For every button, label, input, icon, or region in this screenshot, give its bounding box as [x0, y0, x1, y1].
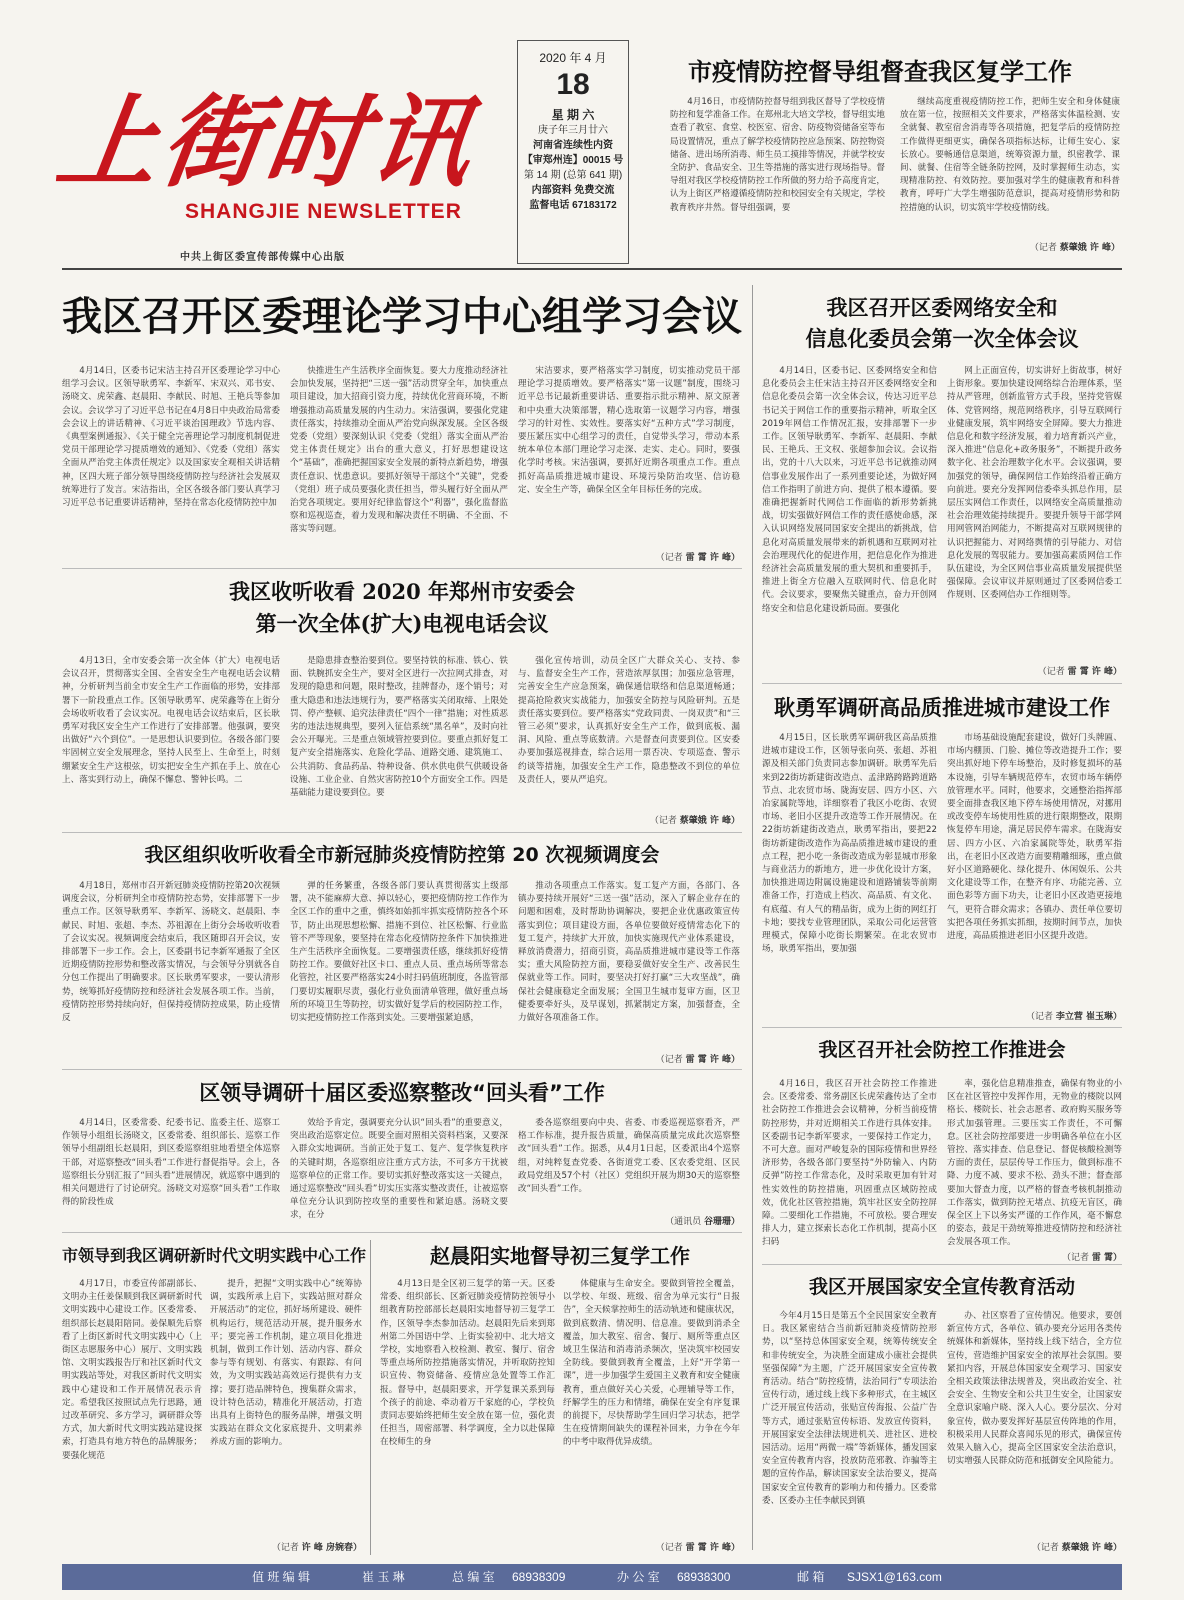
article-title: 耿勇军调研高品质推进城市建设工作 [774, 696, 1110, 720]
article-body: 继续高度重视疫情防控工作，把师生安全和身体健康放在第一位，按照相关文件要求，严格落实体温检测、安全就餐、教室宿舍消毒等各项措施，把复学后的疫情防控工作做得更细更实，确保各项指标达标，让师生安心、家长放心。要畅通信息渠道，统筹资源力量，织密教学、课间、就餐、住宿等全链条防控网，及时掌握师生动态，实现精准防控、有效防控。要加强对学生的健康教育和科普教育，呼吁广大学生增强防范意识，提高对疫情形势和防控措施的认识，切实筑牢学校疫情防线。 [900, 97, 1120, 213]
footer-editor-in-chief-label: 总 编 室 [452, 1570, 495, 1584]
article-body: 4月17日，市委宣传部副部长、文明办主任姜保顺到我区调研新时代文明实践中心建设工作。区委常委、组织部长赵晨阳陪同。姜保顺先后察看了上街区新时代文明实践中心（上街区志愿服务中心）展厅、文明实践馆、文明实践报告厅和社区新时代文明实践站等处，对我区新时代文明实践中心建设和工作开展情况表示肯定。希望我区按照试点先行思路，通过改革研究、多方学习，调研群众等方式，加大新时代文明实践站建设探索，打造具有地方特色的品牌服务；要强化规范 [62, 1279, 202, 1461]
masthead-rule [62, 268, 1122, 270]
article-body: 4月18日，郑州市召开新冠肺炎疫情防控第20次视频调度会议，分析研判全市疫情防控态势，安排部署下一步重点工作。区领导耿勇军、李新军、汤晓文、赵晨阳、李献民、时旭、张超、李杰、苏祖源在上街分会场收听收看了会议实况。视频调度会结束后，我区随即召开会议，安排部署下一步工作。会上，区委副书记李新军通报了全区近期疫情防控形势和整改落实情况，与会领导分别就各自分包工作提出了明确要求。区长耿勇军要求，一要认清形势，统筹抓好疫情防控和经济社会发展各项工作。当前，疫情防控形势持续向好，但保持疫情防控成果，防止疫情反 [62, 881, 280, 1024]
section-divider [62, 568, 742, 569]
article-body: 推动各项重点工作落实。复工复产方面，各部门、各镇办要持续开展好“三送一强”活动，深入了解企业存在的问题和困难，及时帮助协调解决，要把企业优惠政策宣传落实到位；项目建设方面，各单位要做好疫情常态化下的复工复产，持续扩大开放，加快实施现代产业体系建设，释放消费潜力，招商引资，高品质推进城市建设等工作落实；重大风险防控方面，要稳妥做好安全生产、改善民生保就业等工作。同时，要坚决打好打赢“三大攻坚战”，确保社会健康稳定全面发展；全国卫生城市复审方面，区卫健委要牵好头，及早谋划，抓紧制定方案，加强督查，全力做好各项准备工作。 [518, 881, 740, 1024]
footer-office-phone: 68938300 [677, 1570, 731, 1584]
article-body: 宋洁要求，要严格落实学习制度，切实推动党员干部理论学习提质增效。要严格落实“第一议题”制度，围绕习近平总书记最新重要讲话、重要指示批示精神、原文原著和中央重大决策部署，精心选取第一议题学习内容，增强学习的针对性、实效性。要落实好“五种方式”学习制度，要压紧压实中心组学习的责任，自觉带头学习，带动本系统本单位本部门理论学习走深、走实、走心。同时，要强化学时考核。宋洁强调，要抓好近期各项重点工作。重点抓好高品质推进城市建设、环境污染防治攻坚、信访稳定、安全生产等，确保全区全年目标任务的完成。 [518, 366, 740, 495]
article-byline: （通讯员 谷珊珊） [665, 1217, 740, 1227]
article-body: 4月13日，全市安委会第一次全体（扩大）电视电话会议召开，贯彻落实全国、全省安全生产电视电话会议精神，分析研判当前全市安全生产工作面临的形势，安排部署下一阶段重点工作。区领导耿勇军、虎荣鑫等在上街分会场收听收看了会议实况。电视电话会议结束后，区长耿勇军对我区安全生产工作进行了安排部署。他强调，要突出做好“六个到位”。一是思想认识要到位。各级各部门要牢固树立安全发展理念，坚持人民至上、生命至上，时刻绷紧安全生产这根弦，切实把安全生产抓在手上、放在心上、落实到行动上，确保不懈怠、警钟长鸣。二 [62, 656, 280, 785]
article-title: 我区召开社会防控工作推进会 [818, 1039, 1066, 1061]
article-title: 区领导调研十届区委巡察整改“回头看”工作 [199, 1081, 605, 1105]
footer-duty-editor: 崔 玉 琳 [362, 1570, 405, 1584]
article-body: 快推进生产生活秩序全面恢复。要大力度推动经济社会加快发展，坚持把“三送一强”活动贯穿全年，加快重点项目建设，加大招商引资力度，持续优化营商环境，不断增强推动高质量发展的内生动力。宋洁强调，要强化党建责任落实，持续推动全面从严治党向纵深发展。全区各级党委（党组）要深刻认识《党委（党组）落实全面从严治党主体责任规定》出台的重大意义，打好思想建设这个“基础”，准确把握国家安全发展的新特点新趋势，增强责任意识、忧患意识。要抓好领导干部这个“关键”，党委（党组）班子成员要强化责任担当，带头履行好全面从严治党各项规定。要用好纪律监督这个“利器”，强化监督监察和巡视巡查，着力发现和解决责任不明确、不全面、不落实等问题。 [290, 366, 508, 535]
date-weekday: 星 期 六 [551, 108, 595, 122]
section-divider [762, 1027, 1122, 1028]
article-body: 4月14日，区委常委、纪委书记、监委主任、巡察工作领导小组组长汤晓文，区委常委、组织部长、巡察工作领导小组副组长赵晨阳，到区委巡察组驻地看望全体巡察干部，对巡察整改“回头看”工作进行督促指导。会上，各巡察组长分别汇报了“回头看”进展情况，就巡察中遇到的相关问题进行了讨论研究。汤晓文对巡察“回头看”工作取得的阶段性成 [62, 1118, 280, 1208]
date-box [517, 40, 629, 264]
article-byline: （记者 雷 霄 许 峰） [655, 1055, 740, 1065]
article-byline: （记者 许 峰 房婉春） [271, 1543, 362, 1553]
article-byline: （记者 蔡肇娥 许 峰） [1031, 1543, 1122, 1553]
article-body: 4月14日，区委书记、区委网络安全和信息化委员会主任宋洁主持召开区委网络安全和信息化委员会第一次全体会议，传达习近平总书记关于网信工作的重要指示精神，听取全区2019年网信工作情况汇报，安排部署下一步工作。区领导耿勇军、李新军、赵晨阳、李献民、王艳兵、王文权、张超参加会议。会议指出，党的十八大以来，习近平总书记就推动网信事业发展作出了一系列重要论述，为做好网信工作指明了前进方向、提供了根本遵循。要准确把握新时代网信工作面临的新形势新挑战，切实强做好网信工作的责任感使命感，深入认识网络发展同国家安全提出的新挑战，信息化对高质量发展带来的新机遇和互联网对社会治理现代化的促进作用，把信息化作为推进经济社会高质量发展的重大契机和重要抓手，推进上街全方位融入互联网时代、信息化时代。会议要求，要聚焦关键重点，奋力开创网络安全和信息化建设新局面。要强化 [762, 366, 937, 614]
article-title: 我区召开区委网络安全和 信息化委员会第一次全体会议 [805, 296, 1079, 351]
section-divider [762, 683, 1122, 684]
column-divider [752, 285, 753, 1550]
article-body: 4月15日，区长耿勇军调研我区高品质推进城市建设工作，区领导张向英、张超、苏祖源及相关部门负责同志参加调研。耿勇军先后来到22街坊新建街改造点、孟津路跨路跨道路节点、北农贸市场、陇海安居、四方小区、六冶家属院等地，详细察看了我区小吃街、农贸市场、老旧小区提升改造等工作开展情况。在22街坊新建街改造点，耿勇军指出，要把22街坊新建街改造作为高品质推进城市建设的重点工程，把小吃一条街改造成为彰显城市形象与商业活力的新地方，进一步优化设计方案，加快推进周边附属设施建设和道路铺装等前期准备工作，打造成上档次、高品质、有文化、有底蕴、有人气的精品街，成为上街的网红打卡地；要找专业管理团队，采取公司化运营管理模式，保障小吃街长期繁荣。在北农贸市场，耿勇军指出，要加强 [762, 733, 937, 955]
article-body: 办、社区察看了宣传情况。他要求，要创新宣传方式，各单位、镇办要充分运用各类传统媒体和新媒体，坚持线上线下结合，全方位宣传，营造维护国家安全的浓厚社会氛围。要紧扣内容，开展总体国家安全观学习、国家安全相关政策法律法规普及，突出政治安全、社会安全、生物安全和公共卫生安全，让国家安全意识家喻户晓、深入人心。要分层次、分对象宣传，做办要发挥好基层宣传阵地的作用，积极采用人民群众喜闻乐见的形式，确保宣传效果入脑入心，提高全区国家安全法治意识，切实增强人民群众防范和抵御安全风险能力。 [947, 1311, 1122, 1467]
article-body: 网上正面宣传，切实讲好上街故事，树好上街形象。要加快建设网络综合治理体系，坚持从严管理，创新监管方式手段，坚持党管媒体、党管网络，规范网络秩序，引导互联网行业健康发展，筑牢网络安全屏障。要大力推进信息化和数字经济发展，着力培育新兴产业，深入推进“信息化+政务服务”，不断提升政务数字化、社会治理数字化水平。会议强调，要加强党的领导，确保网信工作始终沿着正确方向前进。要充分发挥网信委牵头抓总作用，层层压实网信工作责任，以网络安全高质量推动社会治理效能持续提升。要提升领导干部学网用网管网治网能力，不断提高对互联网规律的认识把握能力、对网络舆情的引导能力、对信息化发展的驾驭能力。要加强高素质网信工作队伍建设，为全区网信事业高质量发展提供坚强保障。会议审议并原则通过了区委网信委工作规则、区委网信办工作细则等。 [947, 366, 1122, 601]
article-body: 效给予肯定，强调要充分认识“回头看”的重要意义，突出政治巡察定位。既要全面对照相关资料档案，又要深入群众实地调研。当前正处于复工、复产、复学恢复秩序的关键时期，各巡察组应注重方式方法，不可多方干扰被巡察单位的正常工作。要切实抓好整改落实这一关键点，通过巡察整改“回头看”切实压实落实整改责任，让被巡察单位充分认识到防控攻坚的重要性和紧迫感。汤晓文要求，在分 [290, 1118, 508, 1221]
date-issue: 第 14 期 (总第 641 期) [523, 170, 623, 181]
masthead-publisher: 中共上街区委宣传部传媒中心出版 [180, 252, 345, 263]
article-title: 我区组织收听收看全市新冠肺炎疫情防控第 20 次视频调度会 [144, 844, 660, 866]
footer-email: SJSX1@163.com [847, 1570, 942, 1584]
date-registration: 【审郑州连】00015 号 [522, 155, 624, 166]
date-province: 河南省连续性内资 [533, 140, 613, 151]
footer-bar [62, 1564, 1122, 1590]
masthead-title: 上街时讯 [50, 83, 483, 201]
article-body: 今年4月15日是第五个全民国家安全教育日。我区紧密结合当前新冠肺炎疫情防控形势，以“坚持总体国家安全观，统筹传统安全和非传统安全，为决胜全面建成小康社会提供坚强保障”为主题，广泛开展国家安全宣传教育活动。结合“防控疫情，法治同行”专项法治宣传行动，通过线上线下多种形式，在主城区广泛开展宣传活动，张贴宣传海报、公益广告等方式，通过张贴宣传标语、发放宣传资料，开展国家安全法律法规进机关、进社区、进校园活动。运用“两微一端”等新媒体，播发国家安全宣传教育内容，投放防范邪教、诈骗等主题的宣传作品，解读国家安全法治要义，提高国家安全宣传教育的影响力和传播力。区委常委、区委办主任李献民到镇 [762, 1311, 937, 1506]
article-body: 4月14日，区委书记宋洁主持召开区委理论学习中心组学习会议。区领导耿勇军、李新军、宋双兴、邓书安、汤晓文、虎荣鑫、赵晨阳、李献民、时旭、王艳兵等参加会议。会议学习了习近平总书记在4月8日中央政治局常委会会议上的讲话精神、《习近平谈治国理政》节选内容、《典型案例通报》、《关于健全完善理论学习制度机制促进党员干部理论学习提质增效的通知》、《党委（党组）落实全面从严治党主体责任规定》以及国家安全观相关讲话精神，区四大班子部分领导围绕疫情防控与经济社会发展双统筹进行了发言。宋洁指出，全区各级各部门要认真学习习近平总书记重要讲话精神，坚持在常态化疫情防控中加 [62, 366, 280, 509]
date-phone: 监督电话 67183172 [529, 200, 617, 211]
column-divider [370, 1240, 371, 1555]
section-divider [62, 1069, 742, 1070]
article-body: 率，强化信息精准推查，确保有物业的小区在社区管控中发挥作用，无物业的楼院以网格长、楼院长、社会志愿者、政府购买服务等形式加强管理。三要压实工作责任，不可懈怠。区社会防控部要进一步明确各单位在小区管控、落实排查、信息登记、督促核酸检测等方面的责任，层层传导工作压力，做到标准不降、力度不减、要求不松、劲头不泄；督查部要加大督查力度，以严格的督查考核机制推动工作落实，做到防控无堵点、抗疫无盲区，确保全区上下以务实严谨的工作作风，毫不懈怠的姿态，鼓足干劲统筹推进疫情防控和经济社会发展各项工作。 [947, 1079, 1122, 1248]
article-byline: （记者 雷 霄 许 峰） [1037, 667, 1122, 677]
date-day: 18 [556, 68, 590, 101]
article-title: 我区开展国家安全宣传教育活动 [808, 1276, 1075, 1298]
article-title: 市领导到我区调研新时代文明实践中心工作 [62, 1246, 367, 1265]
date-lunar: 庚子年三月廿六 [538, 125, 608, 136]
section-divider [762, 1264, 1122, 1265]
footer-office-label: 办 公 室 [617, 1570, 660, 1584]
date-internal: 内部资料 免费交流 [531, 185, 615, 196]
date-year-month: 2020 年 4 月 [539, 51, 607, 65]
article-body: 4月16日，市疫情防控督导组到我区督导了学校疫情防控和复学准备工作。在郑州北大培文学校，督导组实地查看了教室、食堂、校医室、宿舍、防疫物资储备室等布局设置情况，重点了解学校疫情防控应急预案、防控物资储备、进出场所消毒、师生员工摸排等情况，并就学校安全防护、食品安全、卫生等措施的落实进行现场指导。督导组对我区学校疫情防控工作所做的努力给予高度肯定，认为上街区严格遵循疫情防控和校园安全有关规定，学校教育秩序井然。督导组强调，要 [670, 97, 885, 213]
article-byline: （记者 雷 霄） [1061, 1253, 1122, 1263]
article-body: 委各巡察组要向中央、省委、市委巡视巡察看齐，严格工作标准，提升报告质量，确保高质量完成此次巡察整改“回头看”工作。据悉，从4月1日起，区委派出4个巡察组，对纯粹复查党委、各街道党工委、区农委党组、区民政局党组及57个村（社区）党组织开展为期30天的巡察整改“回头看”工作。 [518, 1118, 740, 1195]
article-title: 我区召开区委理论学习中心组学习会议 [62, 294, 742, 340]
article-title: 赵晨阳实地督导初三复学工作 [430, 1244, 690, 1268]
footer-email-label: 邮 箱 [797, 1570, 825, 1584]
footer-editor-in-chief-phone: 68938309 [512, 1570, 566, 1584]
article-title: 市疫情防控督导组督查我区复学工作 [688, 57, 1072, 86]
section-divider [62, 832, 742, 833]
article-body: 强化宣传培训，动员全区广大群众关心、支持、参与、监督安全生产工作，营造浓厚氛围；加强应急管理，完善安全生产应急预案，确保通信联络和信息渠道畅通；提高抢险救灾实战能力，加强安全防控与风险研判。五是责任落实要到位。要严格落实“党政同责、一岗双责”和“三管三必须”要求，认真抓好安全生产工作，做到底板、漏洞、风险、重点等底数清。六是督查问责要到位。区安委办要加强巡视排查，综合运用一票否决、专项巡查、警示约谈等措施，加强安全生产工作，隐患整改不到位的单位及责任人，要从严追究。 [518, 656, 740, 785]
article-byline: （记者 蔡肇娥 许 峰） [649, 816, 740, 826]
article-body: 提升，把握“文明实践中心”统筹协调，实践所承上启下，实践站照对群众开展活动”的定位，抓好场所建设、硬件机构运行，规范活动开展，提升服务水平；要完善工作机制，建立项目化推进机制，做到工作计划、活动内容、群众参与等有规划、有落实、有跟踪、有问效，为文明实践站高效运行提供有力支撑；要打造品牌特色，搜集群众需求，设计特色活动，精准化开展活动，打造出具有上街特色的服务品牌，增强文明实践站在群众文化家底提升、文明素养养成方面的影响力。 [210, 1279, 362, 1448]
article-body: 是隐患排查整治要到位。要坚持铁的标准、铁心、铁面、铁腕抓安全生产，要对全区进行一次拉网式排查，对发现的隐患和问题，限时整改，挂牌督办，逐个销号；对重大隐患和违法违规行为，要严格落实关闭取缔、上限处罚、停产整顿、追究法律责任“四个一律”措施；对性质恶劣的违法违规典型，要列入征信系统“黑名单”，及时向社会公开曝光。三是重点领域管控要到位。要重点抓好复工复产安全措施落实、危险化学品、道路交通、建筑施工、公共消防、食品药品、特种设备、供水供电供气供暖设备设施、工业企业、自然灾害防控10个方面安全工作。四是基础能力建设要到位。要 [290, 656, 508, 799]
article-byline: （记者 雷 霄 许 峰） [655, 1543, 740, 1553]
section-divider [62, 1232, 742, 1233]
article-body: 弹的任务繁重，各级各部门要认真贯彻落实上级部署，决不能麻痹大意、掉以轻心，要把疫情防控工作作为全区工作的重中之重，慎终如始抓牢抓实疫情防控各个环节，防止出现思想松懈、措施不到位、社区松懈、行业监管不严等现象，要坚持在常态化疫情防控条件下加快推进生产生活秩序全面恢复。二要增强责任感，继续抓好疫情防控工作。要做好社区卡口、重点人员、重点场所等常态化管控，社区要严格落实24小时扫码值班制度，各监管部门要切实履职尽责，强化行业负面清单管理，做好重点场所的环境卫生等防控，切实做好复学后的校园防控工作，切实把疫情防控工作落到实处。三要增强紧迫感， [290, 881, 508, 1024]
article-byline: （记者 李立营 崔玉琳） [1025, 1012, 1122, 1022]
masthead-subtitle: SHANGJIE NEWSLETTER [185, 200, 462, 223]
article-title: 我区收听收看 2020 年郑州市安委会 第一次全体(扩大)电视电话会议 [228, 579, 576, 636]
article-byline: （记者 蔡肇娥 许 峰） [1029, 243, 1120, 253]
article-body: 4月13日是全区初三复学的第一天。区委常委、组织部长、区新冠肺炎疫情防控领导小组教育防控部部长赵晨阳实地督导初三复学工作，区领导李杰参加活动。赵晨阳先后来到郑州第二外国语中学、上街实验初中、北大培文学校，实地察看入校检测、教室、餐厅、宿舍等重点场所防控措施落实情况，并听取防控知识宣传、物资储备、疫情应急处置等工作汇报。督导中，赵晨阳要求，开学复课关系到每个孩子的前途、牵动着万千家庭的心，学校负责同志要始终把师生安全放在第一位，强化责任担当，周密部署、科学调度，全力以赴保障在校师生的身 [380, 1279, 555, 1448]
article-byline: （记者 雷 霄 许 峰） [655, 553, 740, 563]
footer-duty-editor-label: 值 班 编 辑 [252, 1570, 311, 1584]
article-body: 体健康与生命安全。要做到管控全覆盖，以学校、年级、班级、宿舍为单元实行“日报告”，全天候掌控师生的活动轨迹和健康状况，做到底数清、情况明、信息准。要做到消杀全覆盖，加大教室、宿舍、餐厅、厕所等重点区域卫生保洁和消毒消杀频次，坚决筑牢校园安全防线。要做到教育全覆盖，上好“开学第一课”，进一步加强学生爱国主义教育和安全健康教育，重点做好关心关爱，心理辅导等工作，纾解学生的压力和情绪，确保在安全有序复课的前提下，尽快帮助学生回归学习状态，把学生在疫情期间缺失的课程补回来，力争在今年的中考中取得优异成绩。 [563, 1279, 740, 1448]
article-body: 4月16日，我区召开社会防控工作推进会。区委常委、常务副区长虎荣鑫传达了全市社会防控工作推进会会议精神，分析当前疫情防控形势，并对近期相关工作进行具体安排。区委副书记李新军要求，一要保持工作定力，不可大意。面对严峻复杂的国际疫情和世界经济形势，各级各部门要坚持“外防输入、内防反弹”防控工作常态化，及时采取更加有针对性实效性的防控措施，巩固重点区域防控成效，优化社区管控措施，筑牢社区安全防控屏障。二要细化工作措施，不可放松。要合理安排人力，建立探索长态化工作机制，提高小区扫码 [762, 1079, 937, 1248]
article-body: 市场基础设施配套建设，做好门头牌匾、市场内棚顶、门脸、摊位等改造提升工作；要突出抓好地下停车场整治，及时修复损坏的基本设施，引导车辆规范停车，农贸市场车辆停放管理水平。同时，他要求，交通整治指挥部要全面排查我区地下停车场使用情况，对挪用或改变停车场使用性质的进行限期整改，限期恢复停车用途，满足居民停车需求。在陇海安居、四方小区、六冶家属院等处，耿勇军指出，在老旧小区改造方面要精雕细琢，重点做好小区道路硬化、绿化提升、休闲娱乐、公共文化建设等工作，在整齐有序、功能完善、立面色彩等方面下功夫，让老旧小区改造更接地气，更符合群众需求；各镇办、责任单位要切实把各项任务抓实抓细，按期时间节点，加快进度，高品质推进老旧小区提升改造。 [947, 733, 1122, 942]
